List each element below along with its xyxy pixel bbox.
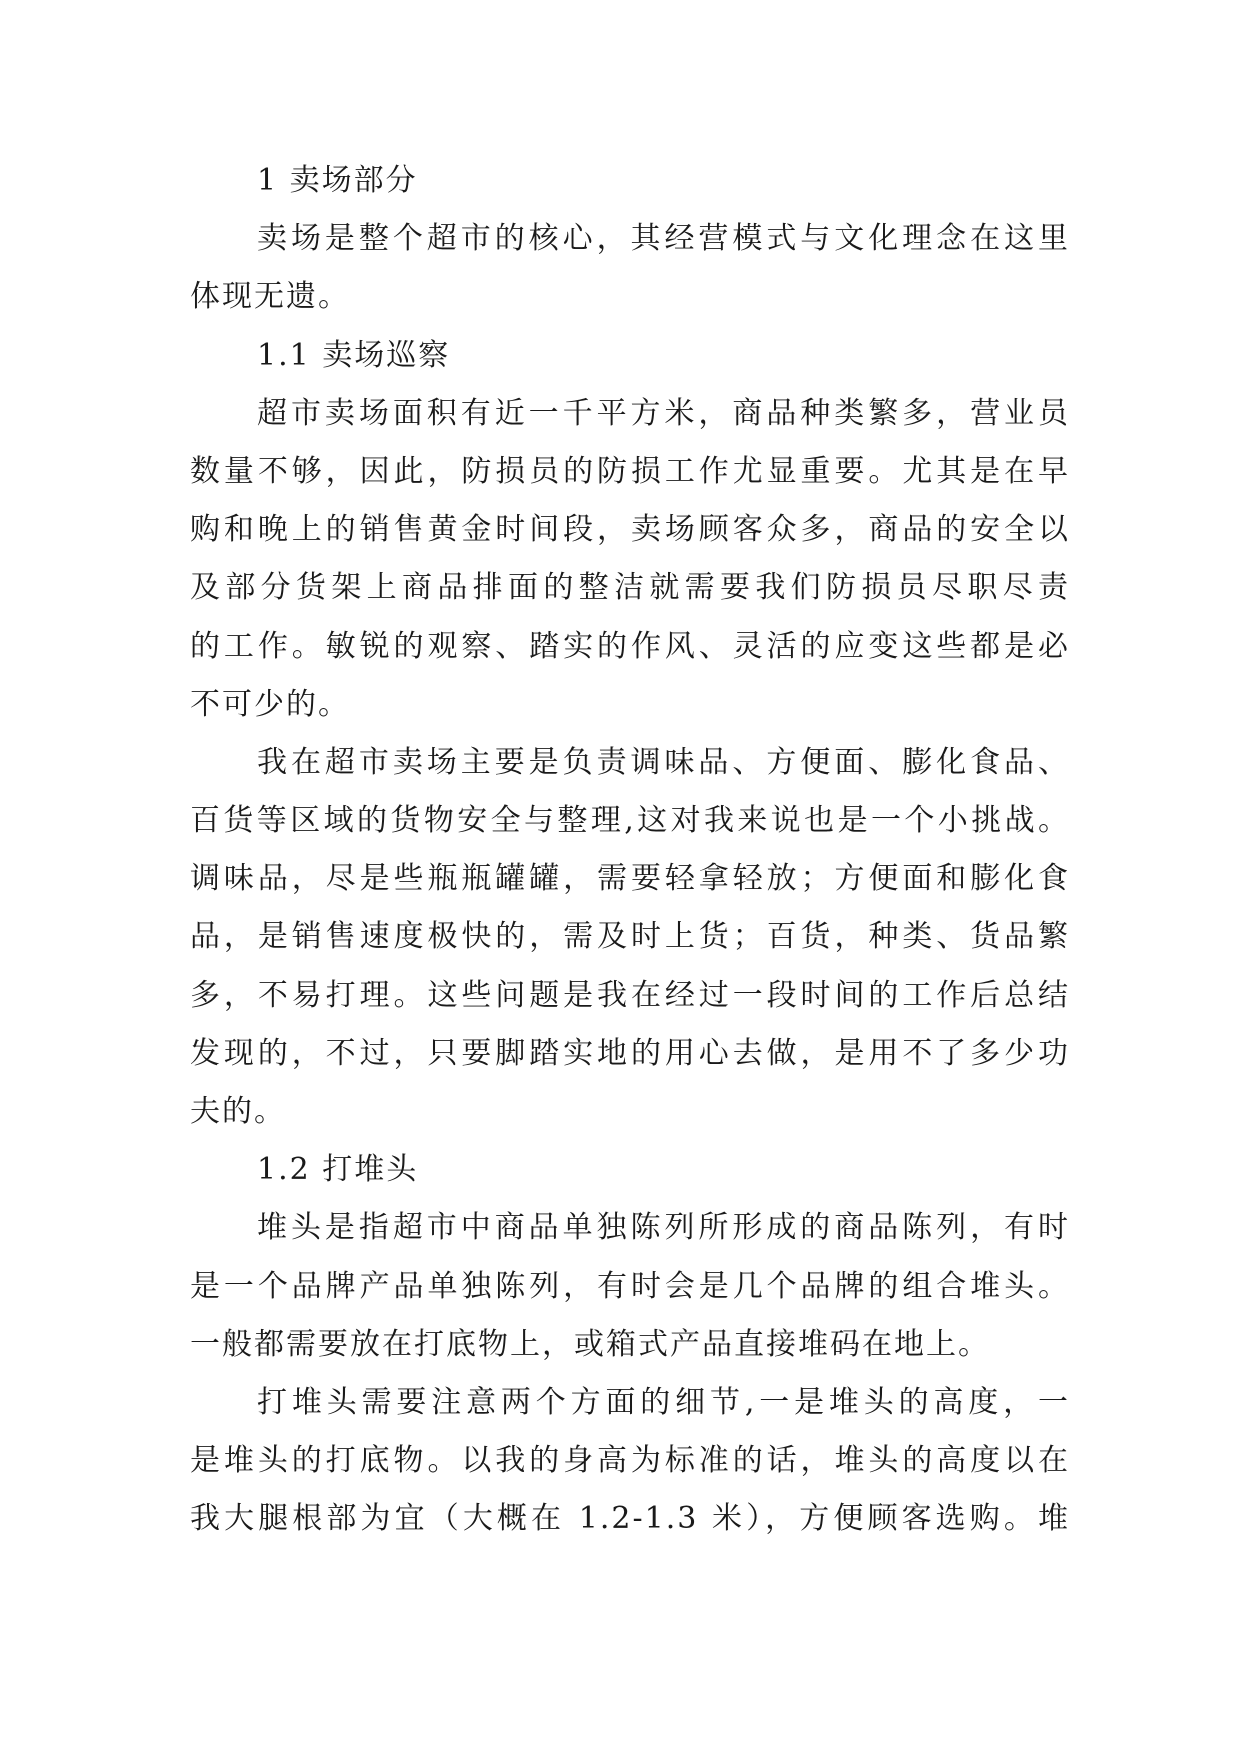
paragraph-line: 购和晚上的销售黄金时间段，卖场顾客众多，商品的安全以	[190, 512, 1070, 548]
paragraph-line: 发现的，不过，只要脚踏实地的用心去做，是用不了多少功	[190, 1035, 1070, 1071]
paragraph-line: 夫的。	[190, 1094, 286, 1129]
paragraph-line: 超市卖场面积有近一千平方米，商品种类繁多，营业员	[257, 395, 1070, 431]
heading-section-1-1: 1.1 卖场巡察	[257, 337, 451, 373]
paragraph-line: 数量不够，因此，防损员的防损工作尤显重要。尤其是在早	[190, 453, 1070, 489]
paragraph-line: 卖场是整个超市的核心，其经营模式与文化理念在这里	[257, 221, 1070, 257]
paragraph-line: 是一个品牌产品单独陈列，有时会是几个品牌的组合堆头。	[190, 1268, 1070, 1304]
paragraph-line: 百货等区域的货物安全与整理,这对我来说也是一个小挑战。	[190, 803, 1070, 839]
paragraph-line: 堆头是指超市中商品单独陈列所形成的商品陈列，有时	[257, 1210, 1070, 1246]
paragraph-line: 是堆头的打底物。以我的身高为标准的话，堆头的高度以在	[190, 1443, 1070, 1479]
paragraph-line: 打堆头需要注意两个方面的细节,一是堆头的高度，一	[257, 1384, 1070, 1420]
paragraph-line: 体现无遗。	[190, 279, 350, 315]
paragraph-line: 不可少的。	[190, 686, 350, 722]
paragraph-line: 调味品，尽是些瓶瓶罐罐，需要轻拿轻放；方便面和膨化食	[190, 861, 1070, 897]
paragraph-line: 及部分货架上商品排面的整洁就需要我们防损员尽职尽责	[190, 570, 1070, 606]
document-page	[190, 152, 1070, 1549]
paragraph-line: 我大腿根部为宜（大概在 1.2-1.3 米），方便顾客选购。堆	[190, 1501, 1070, 1537]
paragraph-line: 一般都需要放在打底物上，或箱式产品直接堆码在地上。	[190, 1326, 990, 1362]
paragraph-line: 品，是销售速度极快的，需及时上货；百货，种类、货品繁	[190, 919, 1070, 955]
heading-section-1: 1 卖场部分	[257, 163, 418, 198]
paragraph-line: 我在超市卖场主要是负责调味品、方便面、膨化食品、	[257, 744, 1070, 780]
heading-section-1-2: 1.2 打堆头	[257, 1152, 419, 1188]
paragraph-line: 多，不易打理。这些问题是我在经过一段时间的工作后总结	[190, 977, 1070, 1013]
paragraph-line: 的工作。敏锐的观察、踏实的作风、灵活的应变这些都是必	[190, 628, 1070, 664]
